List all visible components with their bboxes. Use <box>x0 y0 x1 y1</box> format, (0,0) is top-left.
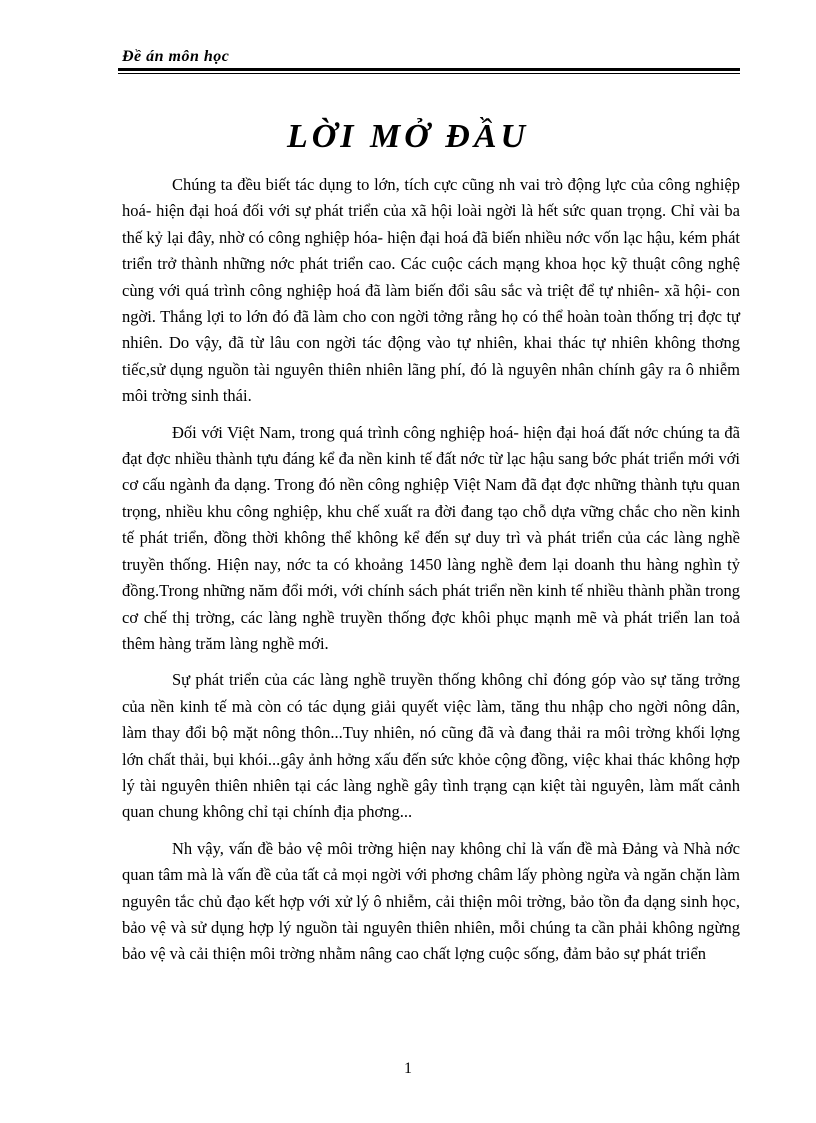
header-rule-thin <box>118 73 740 74</box>
paragraph: Nh vậy, vấn đề bảo vệ môi trờng hiện nay không chỉ là vấn đề mà Đảng và Nhà nớc quan tâm mà là vấn đề của tất cả mọi ngời với phơng châm lấy phòng ngừa và ngăn chặn làm nguyên tắc chủ đạo kết hợp với xử lý ô nhiễm, cải thiện môi trờng, bảo tồn đa dạng sinh học, bảo vệ và sử dụng hợp lý nguồn tài nguyên thiên nhiên, mỗi chúng ta cần phải không ngừng bảo vệ và cải thiện môi trờng nhằm nâng cao chất lợng cuộc sống, đảm bảo sự phát triển <box>122 838 740 964</box>
page-number: 1 <box>404 1060 412 1077</box>
paragraph: Sự phát triển của các làng nghề truyền thống không chỉ đóng góp vào sự tăng trởng của nền kinh tế mà còn có tác dụng giải quyết việc làm, tăng thu nhập cho ngời nông dân, làm thay đổi bộ mặt nông thôn...Tuy nhiên, nó cũng đã và đang thải ra môi trờng khối lợng lớn chất thải, bụi khói...gây ảnh hởng xấu đến sức khỏe cộng đồng, việc khai thác không hợp lý tài nguyên thiên nhiên tại các làng nghề gây tình trạng cạn kiệt tài nguyên, làm mất cảnh quan chung không chỉ tại chính địa phơng... <box>122 670 740 822</box>
header-rule <box>118 68 740 71</box>
page-title: LỜI MỞ ĐẦU <box>286 118 530 155</box>
paragraph: Chúng ta đều biết tác dụng to lớn, tích cực cũng nh vai trò động lực của công nghiệp hoá- hiện đại hoá đối với sự phát triển của xã hội loài ngời là hết sức quan trọng. Chỉ vài ba thế kỷ lại đây, nhờ có công nghiệp hóa- hiện đại hoá đã biến nhiều nớc vốn lạc hậu, kém phát triển trở thành những nớc phát triển cao. Các cuộc cách mạng khoa học kỹ thuật công nghệ cùng với quá trình công nghiệp hoá đã làm biến đổi sâu sắc và triệt để tự nhiên- xã hội- con ngời. Thắng lợi to lớn đó đã làm cho con ngời tởng rằng họ có thể hoàn toàn thống trị đợc tự nhiên. Do vậy, đã từ lâu con ngời tác động vào tự nhiên, khai thác tự nhiên không thơng tiếc,sử dụng nguồn tài nguyên thiên nhiên lãng phí, đó là nguyên nhân chính gây ra ô nhiễm môi trờng sinh thái. <box>122 175 740 406</box>
running-header: Đề án môn học <box>122 48 230 65</box>
paragraph: Đối với Việt Nam, trong quá trình công nghiệp hoá- hiện đại hoá đất nớc chúng ta đã đạt đợc nhiều thành tựu đáng kể đa nền kinh tế đất nớc từ lạc hậu sang bớc phát triển mới với cơ cấu ngành đa dạng. Trong đó nền công nghiệp Việt Nam đã đạt đợc những thành tựu quan trọng, nhiều khu công nghiệp, khu chế xuất ra đời đang tạo chỗ dựa vững chắc cho nền kinh tế phát triển, đồng thời không thể không kể đến sự duy trì và phát triển của các làng nghề truyền thống. Hiện nay, nớc ta có khoảng 1450 làng nghề đem lại doanh thu hàng nghìn tỷ đồng.Trong những năm đổi mới, với chính sách phát triển nền kinh tế nhiều thành phần trong cơ chế thị trờng, các làng nghề truyền thống đợc khôi phục mạnh mẽ và phát triển lan toả thêm hàng trăm làng nghề mới. <box>122 422 740 653</box>
body-text <box>122 172 740 978</box>
